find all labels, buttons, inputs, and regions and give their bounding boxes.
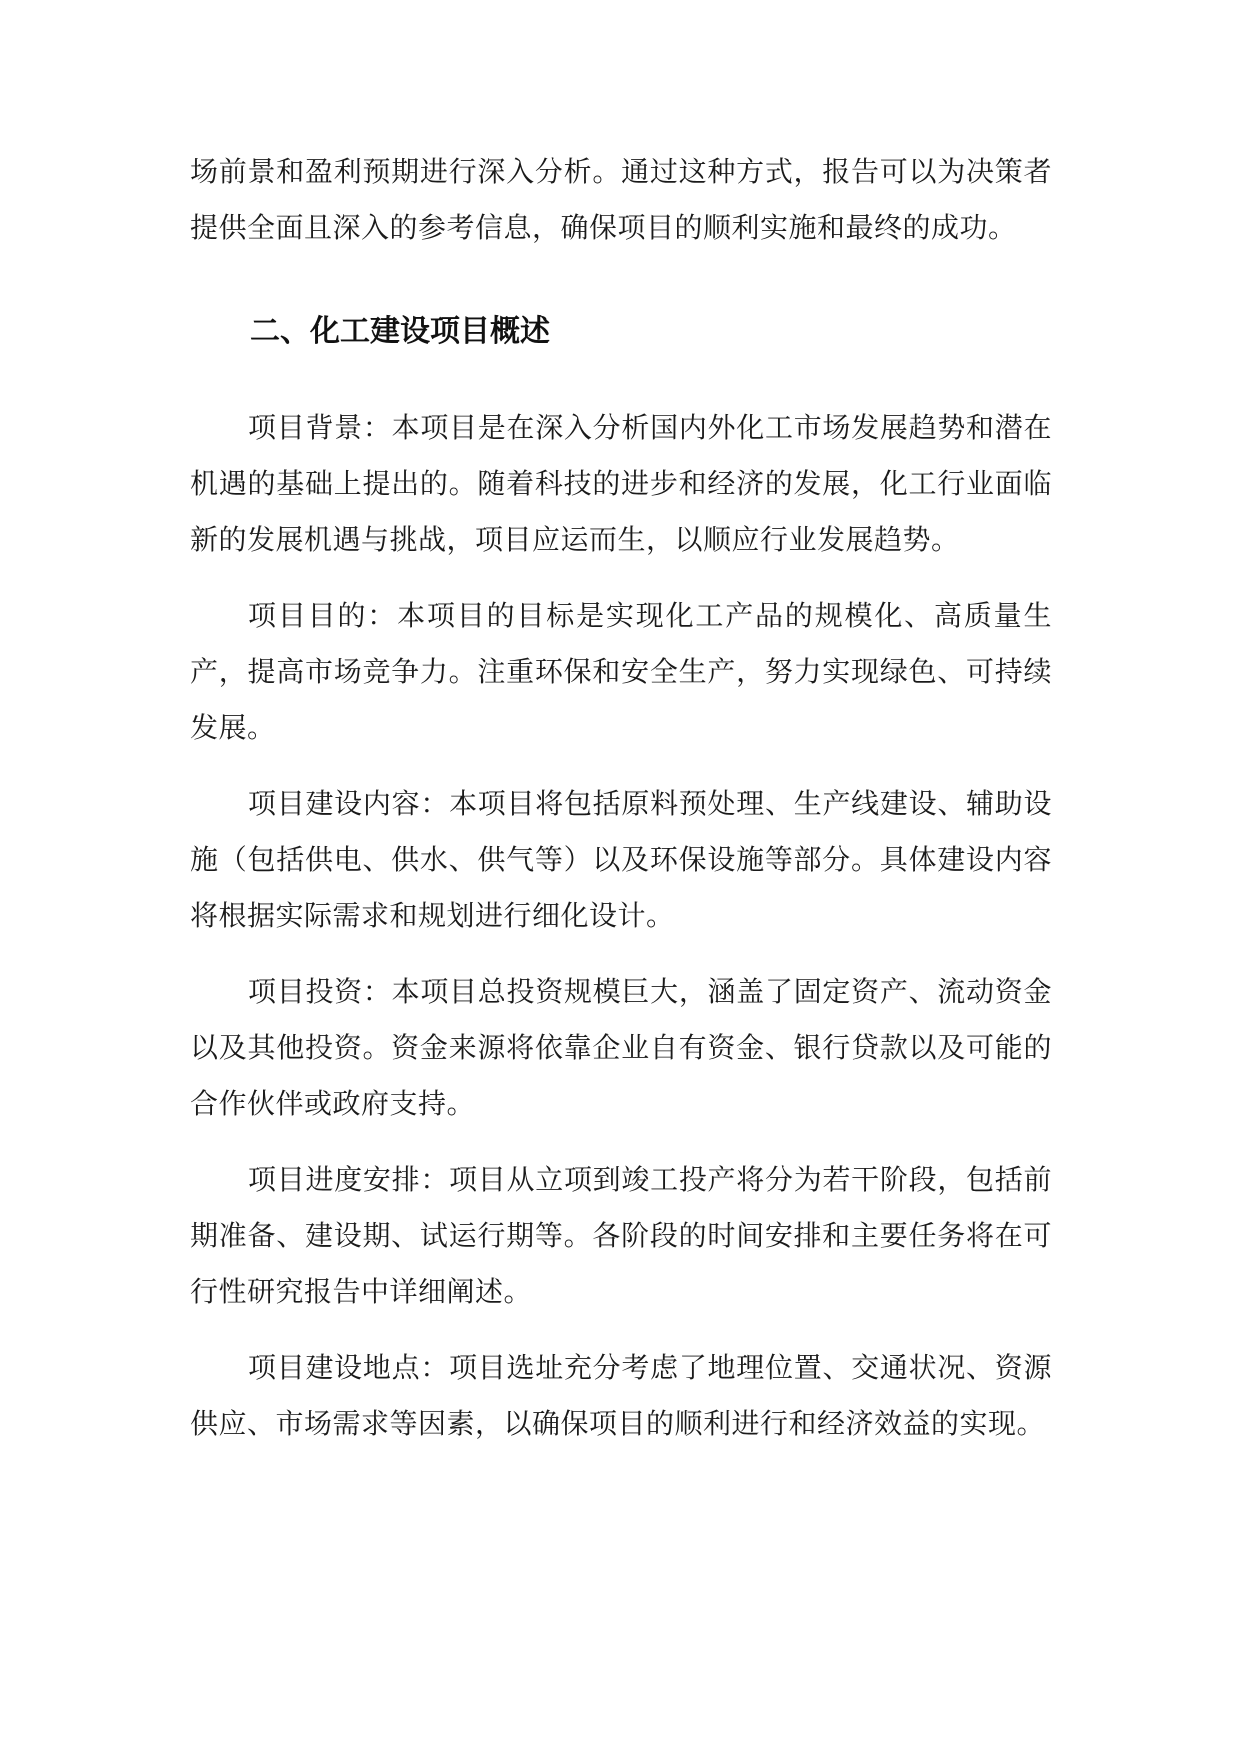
paragraph-construction-site <box>190 1340 1052 1452</box>
paragraph-label: 项目建设地点： <box>248 1351 450 1384</box>
paragraph-text: 项目选址充分考虑了地理位置、交通状况、资源供应、市场需求等因素，以确保项目的顺利进行和经济效益的实现。 <box>190 1351 1052 1440</box>
intro-paragraph: 场前景和盈利预期进行深入分析。通过这种方式，报告可以为决策者提供全面且深入的参考信息，确保项目的顺利实施和最终的成功。 <box>190 155 1052 244</box>
section-heading: 二、化工建设项目概述 <box>250 314 550 349</box>
paragraph-project-background <box>190 400 1052 568</box>
document-body <box>190 144 1052 1452</box>
paragraph-text: 本项目将包括原料预处理、生产线建设、辅助设施（包括供电、供水、供气等）以及环保设施等部分。具体建设内容将根据实际需求和规划进行细化设计。 <box>190 787 1052 932</box>
paragraph-text: 本项目是在深入分析国内外化工市场发展趋势和潜在机遇的基础上提出的。随着科技的进步和经济的发展，化工行业面临新的发展机遇与挑战，项目应运而生，以顺应行业发展趋势。 <box>190 411 1052 556</box>
paragraph-text: 项目从立项到竣工投产将分为若干阶段，包括前期准备、建设期、试运行期等。各阶段的时间安排和主要任务将在可行性研究报告中详细阐述。 <box>190 1163 1052 1308</box>
paragraph-text: 本项目的目标是实现化工产品的规模化、高质量生产，提高市场竞争力。注重环保和安全生产，努力实现绿色、可持续发展。 <box>190 599 1052 744</box>
paragraph-label: 项目进度安排： <box>248 1163 450 1196</box>
paragraph-project-investment <box>190 964 1052 1132</box>
paragraph-construction-content <box>190 776 1052 944</box>
paragraph-text: 本项目总投资规模巨大，涵盖了固定资产、流动资金以及其他投资。资金来源将依靠企业自有资金、银行贷款以及可能的合作伙伴或政府支持。 <box>190 975 1052 1120</box>
paragraph-label: 项目背景： <box>248 411 392 444</box>
paragraph-project-purpose <box>190 588 1052 756</box>
paragraph-label: 项目投资： <box>248 975 392 1008</box>
paragraph-schedule <box>190 1152 1052 1320</box>
paragraph-label: 项目目的： <box>248 599 398 632</box>
paragraph-label: 项目建设内容： <box>248 787 450 820</box>
